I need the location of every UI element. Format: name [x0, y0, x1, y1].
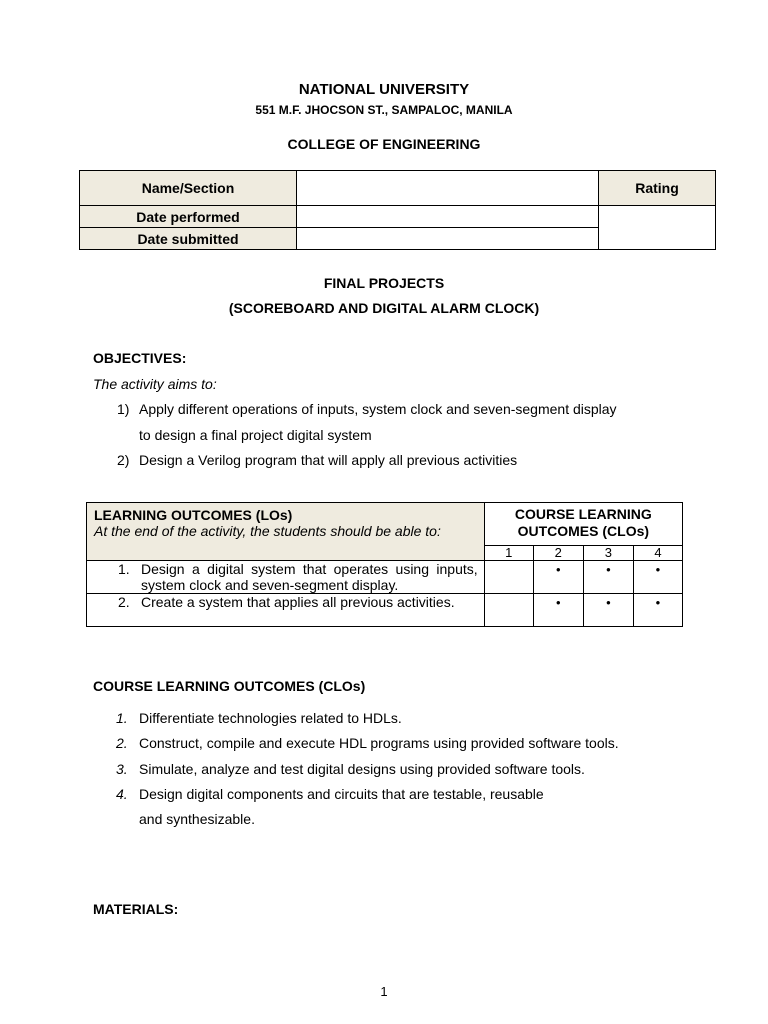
lo-header-cell: [87, 503, 485, 561]
rating-label: Rating: [599, 171, 716, 206]
objective-number: 1): [117, 401, 130, 417]
clo-mark: •: [583, 561, 633, 594]
clo-mark: •: [533, 561, 583, 594]
objectives-heading: OBJECTIVES:: [93, 350, 187, 366]
lo-heading: LEARNING OUTCOMES (LOs): [94, 507, 293, 523]
objectives-intro: The activity aims to:: [93, 376, 217, 392]
clo-number: 2.: [116, 735, 128, 751]
student-info-table: [79, 170, 716, 250]
clo-item-4-cont: and synthesizable.: [139, 811, 255, 827]
project-subtitle: (SCOREBOARD AND DIGITAL ALARM CLOCK): [228, 300, 540, 316]
clo-heading-line2: OUTCOMES (CLOs): [517, 523, 650, 539]
clo-item-2: Construct, compile and execute HDL programs using provided software tools.: [139, 735, 619, 751]
clo-column-header: 4: [633, 546, 682, 561]
objective-item-1: Apply different operations of inputs, system clock and seven-segment display: [139, 401, 617, 417]
name-section-field[interactable]: [297, 171, 599, 206]
clo-mark: •: [633, 594, 682, 627]
clo-column-header: 3: [583, 546, 633, 561]
clo-item-3: Simulate, analyze and test digital designs using provided software tools.: [139, 761, 585, 777]
clo-column-header: 2: [533, 546, 583, 561]
university-name: NATIONAL UNIVERSITY: [298, 81, 470, 98]
clos-heading: COURSE LEARNING OUTCOMES (CLOs): [93, 678, 366, 694]
lo-text: Design a digital system that operates using inputs, system clock and seven-segment display.: [141, 561, 478, 593]
clo-header-cell: [484, 503, 682, 546]
lo-subheading: At the end of the activity, the students should be able to:: [94, 523, 441, 539]
clo-mark: •: [583, 594, 633, 627]
clo-column-header: 1: [484, 546, 533, 561]
date-performed-field[interactable]: [297, 206, 599, 228]
objective-item-2: Design a Verilog program that will apply all previous activities: [139, 452, 518, 468]
clo-mark: [484, 561, 533, 594]
lo-number: 1.: [118, 561, 130, 577]
clo-number: 3.: [116, 761, 128, 777]
clo-mark: [484, 594, 533, 627]
objective-number: 2): [117, 452, 130, 468]
clo-number: 4.: [116, 786, 128, 802]
materials-heading: MATERIALS:: [93, 901, 179, 917]
lo-row: [87, 561, 485, 594]
clo-heading-line1: COURSE LEARNING: [514, 506, 652, 522]
lo-row: [87, 594, 485, 627]
clo-item-1: Differentiate technologies related to HDLs.: [139, 710, 402, 726]
rating-field[interactable]: [599, 206, 716, 250]
clo-number: 1.: [116, 710, 128, 726]
lo-number: 2.: [118, 594, 130, 610]
date-submitted-label: Date submitted: [80, 228, 297, 250]
learning-outcomes-table: [86, 502, 683, 627]
clo-mark: •: [533, 594, 583, 627]
date-performed-label: Date performed: [80, 206, 297, 228]
objective-item-1-cont: to design a final project digital system: [139, 427, 372, 443]
clo-item-4: Design digital components and circuits that are testable, reusable: [139, 786, 544, 802]
lo-text: Create a system that applies all previous activities.: [141, 594, 455, 610]
page-number: 1: [380, 984, 388, 999]
name-section-label: Name/Section: [80, 171, 297, 206]
date-submitted-field[interactable]: [297, 228, 599, 250]
project-title: FINAL PROJECTS: [323, 275, 445, 291]
university-address: 551 M.F. JHOCSON ST., SAMPALOC, MANILA: [255, 103, 513, 117]
college-name: COLLEGE OF ENGINEERING: [287, 136, 481, 152]
clo-mark: •: [633, 561, 682, 594]
